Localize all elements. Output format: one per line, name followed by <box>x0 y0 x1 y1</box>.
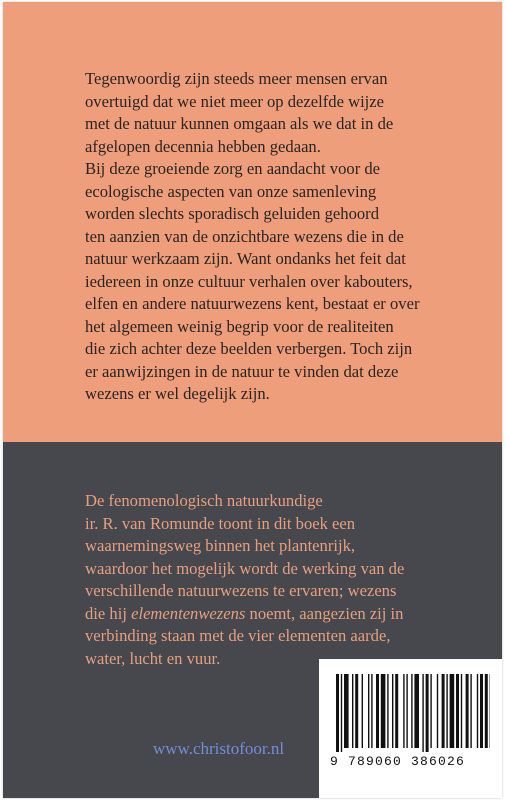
barcode-bar <box>395 674 398 748</box>
description-paragraph <box>85 490 404 670</box>
barcode-bar <box>387 674 388 748</box>
barcode-bar <box>437 674 438 748</box>
barcode-bar <box>450 674 455 748</box>
barcode-bar <box>392 674 393 748</box>
barcode-label <box>319 659 502 798</box>
barcode-bar <box>456 674 459 748</box>
barcode-bar <box>376 674 379 748</box>
barcode-bar <box>341 674 342 752</box>
publisher-website-link[interactable]: www.christofoor.nl <box>153 739 285 758</box>
barcode-bar <box>381 674 386 748</box>
barcode-bar <box>368 674 369 748</box>
intro-line: overtuigd dat we niet meer op dezelfde wijze <box>85 91 385 111</box>
description-line-with-emphasis <box>85 603 404 626</box>
description-line: ir. R. van Romunde toont in dit boek een <box>85 513 356 533</box>
intro-line: Tegenwoordig zijn steeds meer mensen ervan <box>85 69 388 88</box>
emphasized-term: elementenwezens <box>131 603 246 623</box>
description-line: verschillende natuurwezens te ervaren; wezens <box>85 581 397 600</box>
barcode-bar <box>362 674 363 748</box>
description-line: water, lucht en vuur. <box>85 648 221 668</box>
barcode-bar <box>461 674 462 748</box>
intro-paragraph <box>85 68 419 406</box>
intro-line: die zich achter deze beelden verbergen. Toch zijn <box>85 339 413 358</box>
description-line: waardoor het mogelijk wordt de werking van de <box>85 558 405 578</box>
barcode-bar <box>406 674 407 748</box>
barcode-bar <box>470 674 471 748</box>
barcode-bar <box>477 674 478 748</box>
intro-line: worden slechts sporadisch geluiden gehoord <box>85 204 380 223</box>
barcode-bar <box>466 674 469 748</box>
intro-line: met de natuur kunnen omgaan als we dat in de <box>85 114 394 133</box>
barcode-bar <box>411 674 412 748</box>
barcode-bar <box>430 674 431 748</box>
intro-line: ecologische aspecten van onze samenleving <box>85 181 377 201</box>
barcode-bar <box>422 674 423 752</box>
barcode-bar <box>336 674 339 752</box>
barcode-bar <box>371 674 372 748</box>
barcode-icon <box>336 674 490 752</box>
description-line: verbinding staan met de vier elementen aarde, <box>85 626 391 645</box>
barcode-bar <box>344 674 349 748</box>
barcode-bar <box>426 674 429 752</box>
barcode-bar <box>480 674 483 748</box>
barcode-bar <box>403 674 404 748</box>
book-back-cover <box>3 2 502 798</box>
barcode-bar <box>442 674 445 748</box>
intro-line: natuur werkzaam zijn. Want ondanks het feit dat <box>85 249 406 268</box>
description-text: noemt, aangezien zij in <box>245 603 404 623</box>
barcode-bar <box>446 674 447 748</box>
intro-line: elfen en andere natuurwezens kent, bestaat er over <box>85 294 420 313</box>
intro-line: er aanwijzingen in de natuur te vinden dat deze <box>85 361 399 381</box>
description-line: De fenomenologisch natuurkundige <box>85 491 323 510</box>
barcode-bar <box>352 674 353 748</box>
intro-line: het algemeen weinig begrip voor de realiteiten <box>85 316 394 336</box>
barcode-bar <box>485 674 488 748</box>
description-text: die hij <box>85 603 132 623</box>
barcode-bar <box>414 674 419 748</box>
intro-line: wezens er wel degelijk zijn. <box>85 384 270 403</box>
intro-line: afgelopen decennia hebben gedaan. <box>85 136 321 156</box>
barcode-bar <box>355 674 358 748</box>
intro-line: ten aanzien van de onzichtbare wezens die in de <box>85 226 404 246</box>
description-line: waarnemingsweg binnen het plantenrijk, <box>85 536 356 555</box>
intro-line: iedereen in onze cultuur verhalen over kabouters, <box>85 271 413 291</box>
intro-line: Bij deze groeiende zorg en aandacht voor de <box>85 159 381 178</box>
isbn-number: 9 789060 386026 <box>330 754 466 769</box>
